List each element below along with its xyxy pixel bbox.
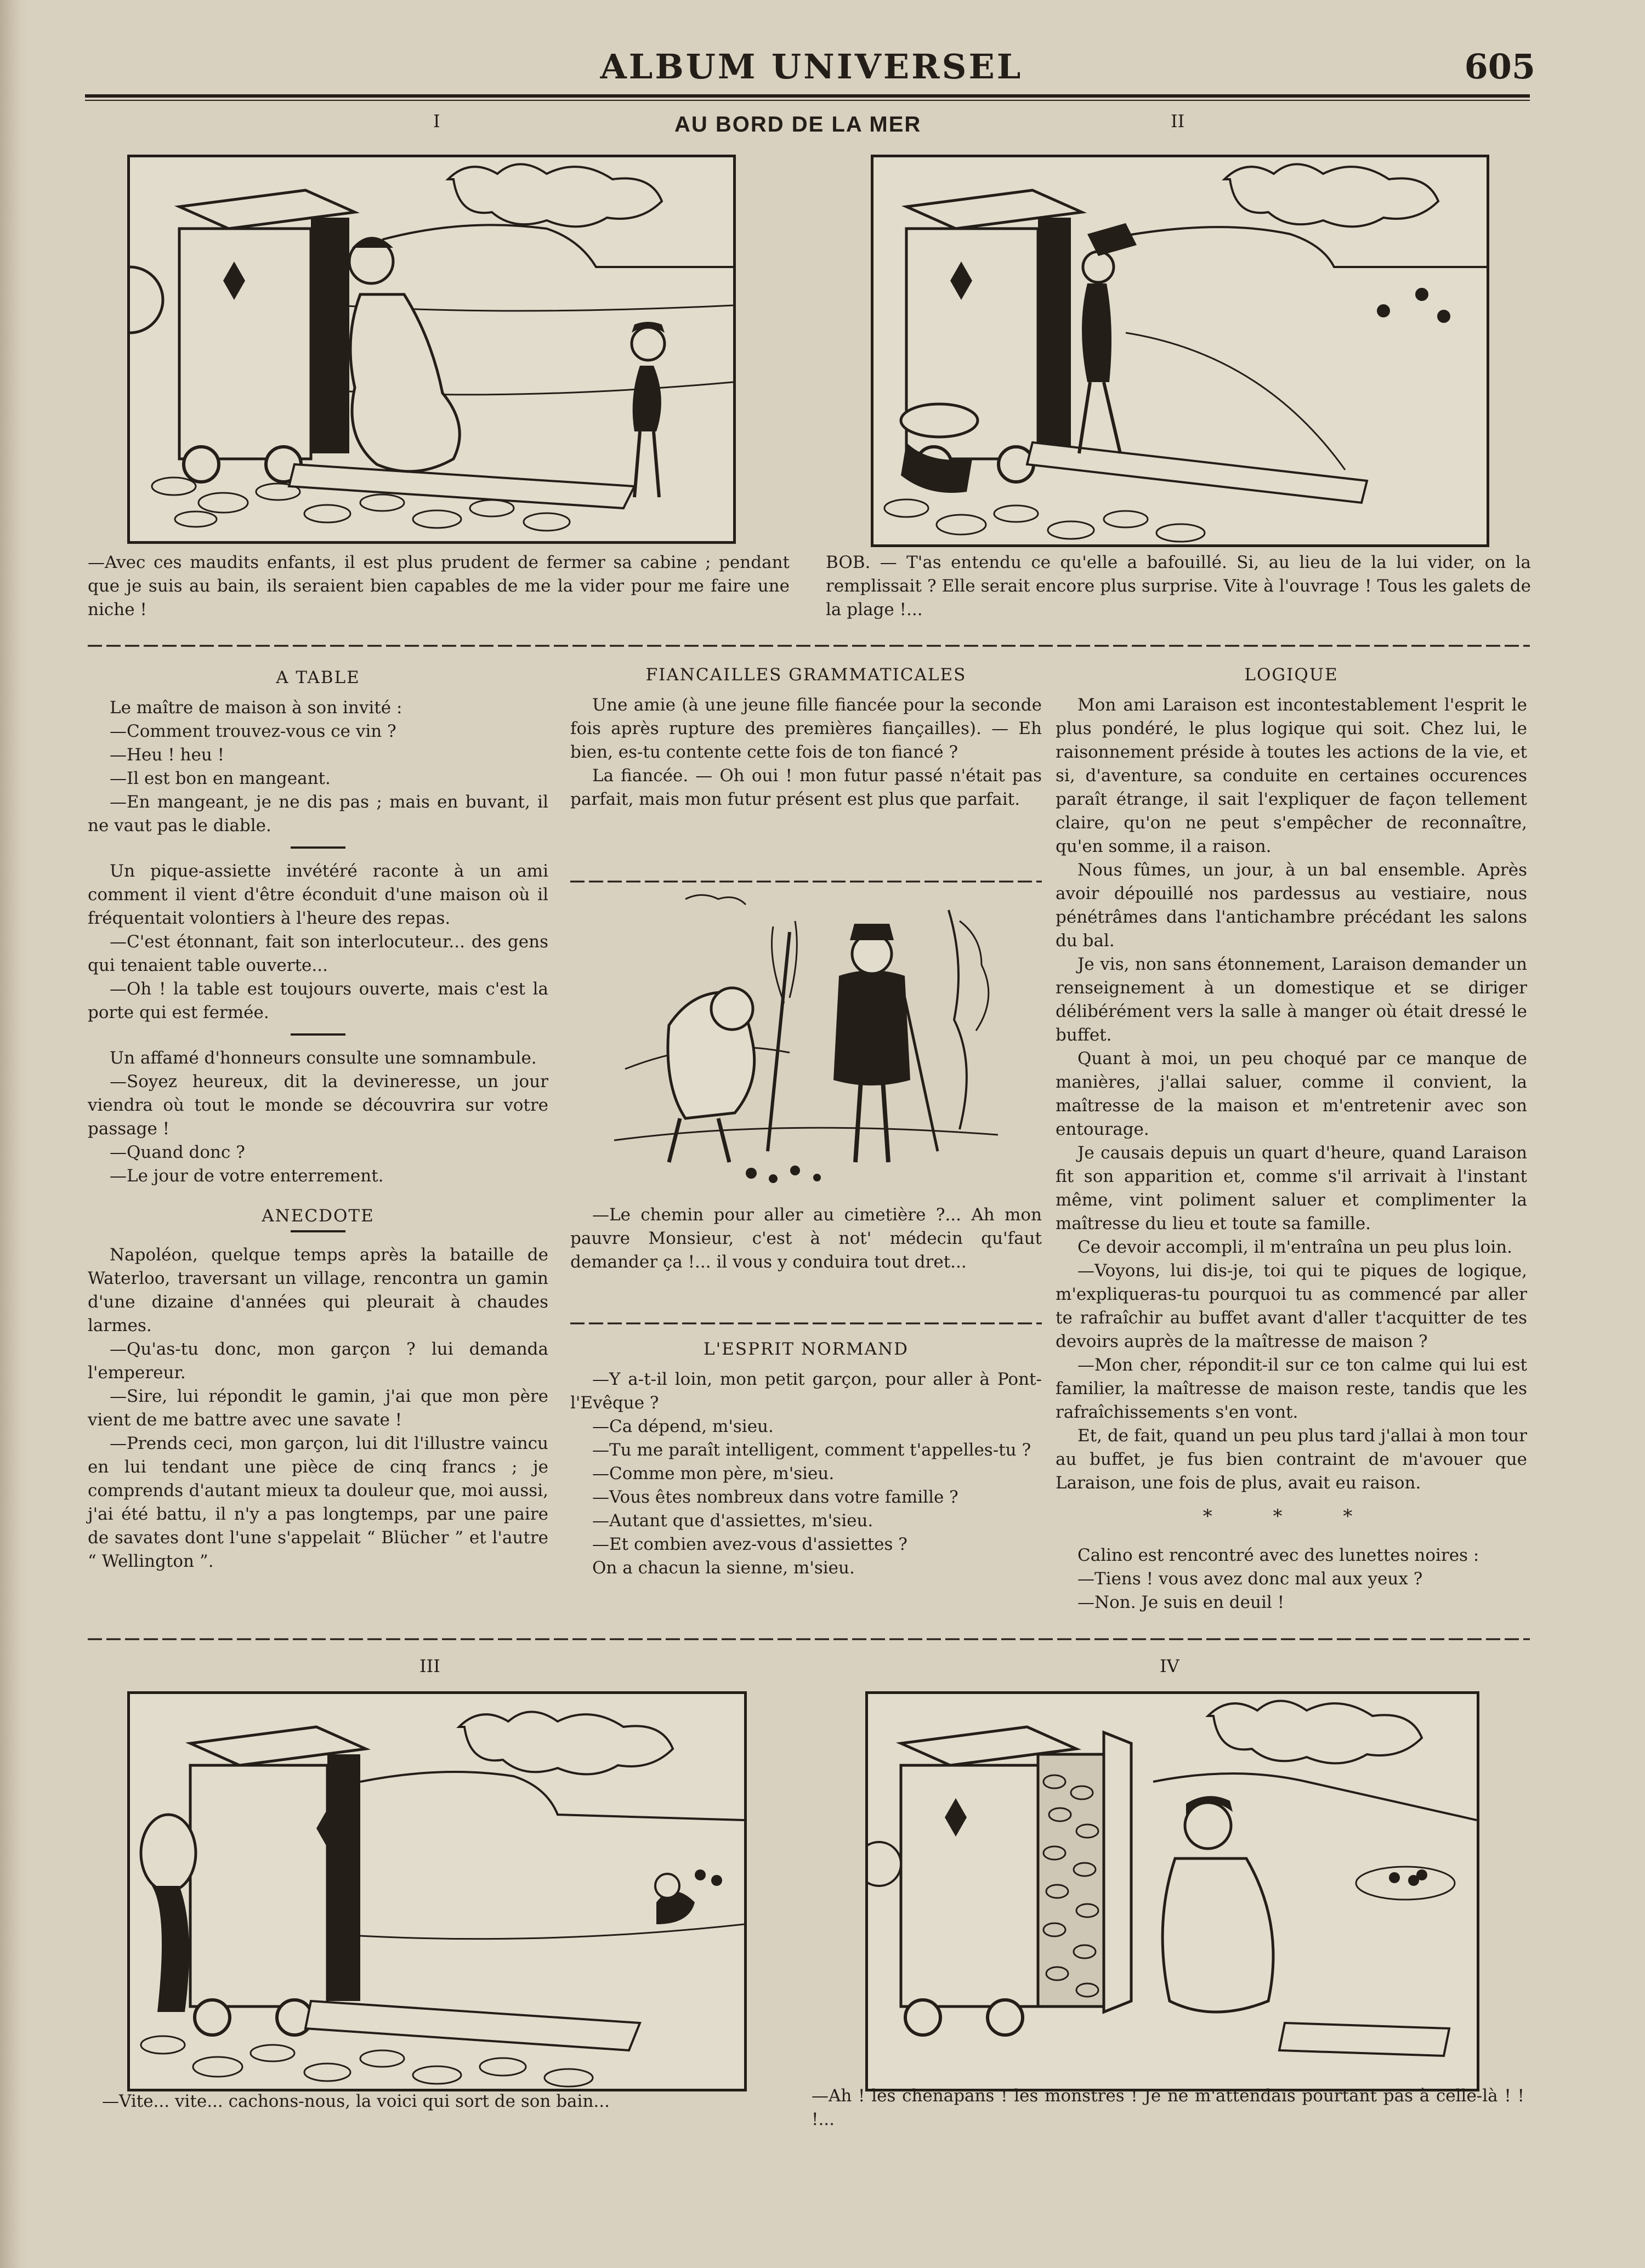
- cartoon-panel-4: [865, 1691, 1479, 2091]
- calino-line: —Tiens ! vous avez donc mal aux yeux ?: [1077, 1569, 1423, 1589]
- cartoon-panel-3: [127, 1691, 747, 2091]
- page-header: [88, 47, 1535, 99]
- panel-numeral-4: IV: [1160, 1656, 1179, 1676]
- esprit-normand-section: [570, 1338, 1042, 1580]
- logique-paragraph: Ce devoir accompli, il m'entraîna un peu plus loin.: [1077, 1237, 1512, 1257]
- panel-numeral-3: III: [419, 1656, 440, 1676]
- beach-cabin-drawing-4: [868, 1694, 1477, 2089]
- panel-2-caption: BOB. — T'as entendu ce qu'elle a bafouillé. Si, au lieu de la lui vider, on la remplissait ? Elle serait encore plus surprise. Vite à l'ouvrage ! Tous les galets de la plage !...: [826, 553, 1531, 619]
- title-underline: [291, 1230, 345, 1232]
- cemetery-caption: —Le chemin pour aller au cimetière ?... Ah mon pauvre Monsieur, c'est à not' médecin qu'faut demander ça !... il vous y conduira tout dret...: [570, 1205, 1042, 1272]
- esprit-normand-line: —Y a-t-il loin, mon petit garçon, pour aller à Pont-l'Evêque ?: [570, 1369, 1042, 1413]
- section-divider-top: [88, 641, 1530, 650]
- column-2: [570, 663, 1042, 811]
- somnambule-paragraph: —Le jour de votre enterrement.: [110, 1166, 384, 1186]
- esprit-normand-line: —Tu me paraît intelligent, comment t'appelles-tu ?: [592, 1440, 1031, 1460]
- logique-paragraph: Mon ami Laraison est incontestablement l'esprit le plus pondéré, le plus logique qui soit. Chez lui, le raisonnement préside à toutes les actions de la vie, et si, d'aventure, sa conduite en certaines occurences paraît étrange, il sait l'expliquer de façon tellement claire, qu'on ne peut s'empêcher de reconnaître, qu'en somme, il a raison.: [1056, 695, 1527, 856]
- esprit-normand-line: —Ca dépend, m'sieu.: [592, 1417, 774, 1436]
- esprit-normand-line: —Et combien avez-vous d'assiettes ?: [592, 1534, 907, 1554]
- calino-line: Calino est rencontré avec des lunettes noires :: [1077, 1545, 1479, 1565]
- panel-1-caption: —Avec ces maudits enfants, il est plus prudent de fermer sa cabine ; pendant que je suis au bain, ils seraient bien capables de me la vider pour me faire une niche !: [88, 553, 790, 619]
- panel-4-caption: —Ah ! les chenapans ! les monstres ! Je ne m'attendais pourtant pas à celle-là ! ! !...: [812, 2086, 1524, 2129]
- esprit-normand-line: —Vous êtes nombreux dans votre famille ?: [592, 1487, 958, 1507]
- somnambule-paragraph: —Quand donc ?: [110, 1142, 245, 1162]
- pique-assiette-paragraph: —C'est étonnant, fait son interlocuteur... des gens qui tenaient table ouverte...: [88, 932, 548, 975]
- page-number: 605: [1464, 47, 1535, 87]
- esprit-normand-line: —Autant que d'assiettes, m'sieu.: [592, 1511, 873, 1531]
- beach-cabin-drawing-2: [873, 157, 1487, 544]
- cartoon-panel-1: [127, 155, 736, 544]
- pique-assiette-paragraph: Un pique-assiette invétéré raconte à un ami comment il vient d'être éconduit d'une maison où il fréquentait volontiers à l'heure des repas.: [88, 861, 548, 928]
- anecdote-paragraph: —Qu'as-tu donc, mon garçon ? lui demanda l'empereur.: [88, 1339, 548, 1383]
- logique-title: LOGIQUE: [1244, 665, 1338, 685]
- panel-numeral-2: II: [1171, 111, 1185, 132]
- anecdote-paragraph: —Sire, lui répondit le gamin, j'ai que mon père vient de me battre avec une savate !: [88, 1386, 548, 1430]
- section-separator: [291, 846, 345, 849]
- beach-cabin-drawing-3: [130, 1694, 744, 2089]
- calino-line: —Non. Je suis en deuil !: [1077, 1593, 1285, 1612]
- logique-paragraph: —Voyons, lui dis-je, toi qui te piques de logique, m'expliqueras-tu pourquoi tu as commencé par aller te rafraîchir au buffet avant d'aller t'acquitter de tes devoirs auprès de la maîtresse de maison ?: [1056, 1261, 1527, 1351]
- logique-paragraph: —Mon cher, répondit-il sur ce ton calme qui lui est familier, la maîtresse de maison reste, tandis que les rafraîchissements s'en vont.: [1056, 1355, 1527, 1422]
- column-2-divider-2: [570, 1319, 1042, 1328]
- column-2-lower: [570, 1203, 1042, 1274]
- fiancailles-title: FIANCAILLES GRAMMATICALES: [645, 665, 967, 685]
- logique-paragraph: Je causais depuis un quart d'heure, quand Laraison fit son apparition et, comme s'il arrivait à l'instant même, vint poliment saluer et complimenter la maîtresse du lieu et toute sa famille.: [1056, 1143, 1527, 1234]
- cartoon-strip-title: AU BORD DE LA MER: [674, 112, 922, 137]
- anecdote-title: ANECDOTE: [262, 1206, 375, 1226]
- a-table-line: —Il est bon en mangeant.: [110, 769, 331, 788]
- esprit-normand-line: —Comme mon père, m'sieu.: [592, 1464, 835, 1483]
- anecdote-paragraph: —Prends ceci, mon garçon, lui dit l'illustre vaincu en lui tendant une pièce de cinq francs ; je comprends d'autant mieux ta douleur que, moi aussi, j'ai été battu, il n'y a pas longtemps, par une paire de savates dont l'une s'appelait “ Blücher ” et l'autre “ Wellington ”.: [88, 1434, 548, 1571]
- a-table-title: A TABLE: [276, 668, 360, 687]
- esprit-normand-line: On a chacun la sienne, m'sieu.: [592, 1558, 855, 1578]
- esprit-normand-title: L'ESPRIT NORMAND: [704, 1339, 909, 1359]
- section-divider-bottom: [88, 1635, 1530, 1644]
- a-table-line: —Heu ! heu !: [110, 745, 225, 765]
- cemetery-illustration: [609, 888, 1003, 1195]
- column-3: [1056, 663, 1527, 1615]
- panel-numeral-1: I: [433, 111, 440, 132]
- a-table-line: Le maître de maison à son invité :: [110, 698, 402, 718]
- fiancailles-paragraph: Une amie (à une jeune fille fiancée pour la seconde fois après rupture des premières fiançailles). — Eh bien, es-tu contente cette fois de ton fiancé ?: [570, 695, 1042, 762]
- cartoon-panel-2: [871, 155, 1489, 547]
- section-stars: * * *: [1202, 1505, 1380, 1527]
- somnambule-paragraph: Un affamé d'honneurs consulte une somnambule.: [110, 1048, 537, 1068]
- a-table-line: —Comment trouvez-vous ce vin ?: [110, 721, 396, 741]
- pique-assiette-paragraph: —Oh ! la table est toujours ouverte, mais c'est la porte qui est fermée.: [88, 979, 548, 1022]
- logique-paragraph: Et, de fait, quand un peu plus tard j'allai à mon tour au buffet, je fus bien contraint de m'avouer que Laraison, une fois de plus, avait eu raison.: [1056, 1426, 1527, 1493]
- column-1: [88, 666, 548, 1573]
- somnambule-paragraph: —Soyez heureux, dit la devineresse, un jour viendra où tout le monde se découvrira sur votre passage !: [88, 1072, 548, 1139]
- column-2-divider: [570, 877, 1042, 886]
- publication-title: ALBUM UNIVERSEL: [600, 47, 1023, 87]
- section-separator: [291, 1033, 345, 1036]
- logique-paragraph: Nous fûmes, un jour, à un bal ensemble. Après avoir dépouillé nos pardessus au vestiaire, nous pénétrâmes dans l'antichambre précédant les salons du bal.: [1056, 860, 1527, 951]
- logique-paragraph: Je vis, non sans étonnement, Laraison demander un renseignement à un domestique et se diriger délibérément vers la salle à manger où était dressé le buffet.: [1056, 954, 1527, 1045]
- header-rule-thin: [85, 100, 1530, 101]
- peasant-and-gentleman-drawing: [609, 888, 1003, 1195]
- page-binding-edge: [0, 0, 26, 2268]
- panel-3-caption: —Vite... vite... cachons-nous, la voici qui sort de son bain...: [102, 2091, 610, 2111]
- a-table-line: —En mangeant, je ne dis pas ; mais en buvant, il ne vaut pas le diable.: [88, 792, 548, 835]
- logique-paragraph: Quant à moi, un peu choqué par ce manque de manières, j'allai saluer, comme il convient, la maîtresse de la maison et m'entretenir avec son entourage.: [1056, 1049, 1527, 1139]
- header-rule: [85, 94, 1530, 98]
- fiancailles-paragraph: La fiancée. — Oh oui ! mon futur passé n'était pas parfait, mais mon futur présent est plus que parfait.: [570, 766, 1042, 809]
- anecdote-paragraph: Napoléon, quelque temps après la bataille de Waterloo, traversant un village, rencontra un gamin d'une dizaine d'années qui pleurait à chaudes larmes.: [88, 1245, 548, 1335]
- beach-cabin-drawing-1: [130, 157, 733, 541]
